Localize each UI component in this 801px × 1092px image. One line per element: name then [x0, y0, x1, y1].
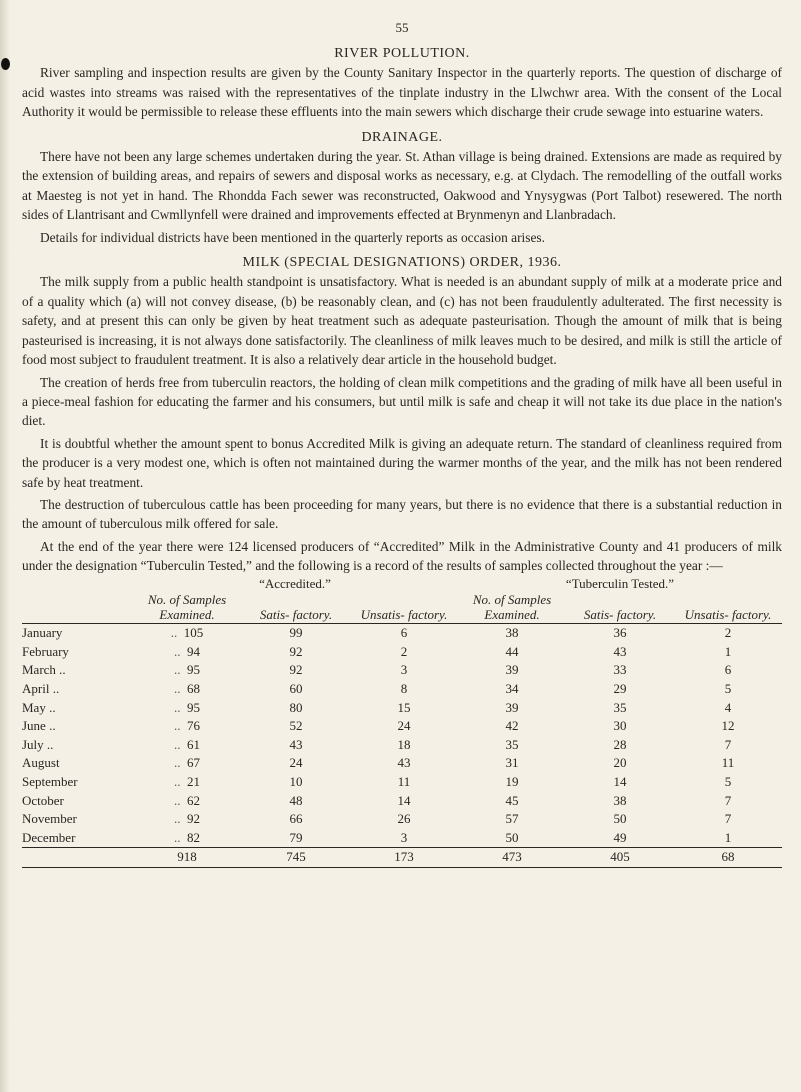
- month-label: May ..: [22, 699, 56, 715]
- total-cell: 918: [132, 848, 242, 868]
- value-cell: [350, 680, 458, 699]
- value-text: 36: [613, 625, 627, 641]
- value-text: 5: [724, 773, 732, 789]
- value-cell: [132, 699, 242, 718]
- value-text: 95: [187, 699, 200, 715]
- month-label: January: [22, 625, 63, 641]
- month-cell: [22, 661, 132, 680]
- value-cell: [674, 792, 782, 811]
- value-text: 6: [724, 662, 732, 678]
- month-cell: [22, 792, 132, 811]
- value-cell: [458, 680, 566, 699]
- total-cell: 405: [566, 848, 674, 868]
- value-cell: [674, 661, 782, 680]
- value-text: 62: [187, 792, 200, 808]
- group-header-accredited: “Accredited.”: [259, 575, 331, 591]
- value-text: 8: [400, 680, 408, 696]
- value-cell: [458, 773, 566, 792]
- value-cell: [350, 810, 458, 829]
- heading-milk-order: MILK (SPECIAL DESIGNATIONS) ORDER, 1936.: [242, 255, 562, 271]
- value-cell: [566, 754, 674, 773]
- table-row: [22, 736, 782, 755]
- value-text: 67: [187, 755, 200, 771]
- value-text: 29: [613, 680, 627, 696]
- value-text: 30: [613, 718, 627, 734]
- value-cell: [242, 810, 350, 829]
- group-header-tuberculin-tested: “Tuberculin Tested.”: [565, 575, 675, 591]
- table-row: [22, 754, 782, 773]
- value-text: 68: [187, 680, 200, 696]
- paragraph-milk-3: It is doubtful whether the amount spent to bonus Accredited Milk is giving an adequate return. The standard of cleanliness required from the producer is a very modest one, which is often not maintained during the warmer months of the year, and the milk has not been rendered safe by heat treatment.: [22, 435, 782, 490]
- dot-leader: ..: [174, 755, 181, 771]
- value-cell: [674, 773, 782, 792]
- value-cell: [458, 717, 566, 736]
- value-cell: [458, 810, 566, 829]
- paragraph-drainage-2: Details for individual districts have been mentioned in the quarterly reports as occasion arises.: [40, 229, 545, 245]
- value-cell: [132, 773, 242, 792]
- table-row: [22, 661, 782, 680]
- value-cell: [132, 810, 242, 829]
- value-cell: [242, 736, 350, 755]
- value-cell: [566, 680, 674, 699]
- value-text: 44: [505, 643, 519, 659]
- value-text: 24: [397, 718, 411, 734]
- value-text: 2: [724, 625, 732, 641]
- table-row: [22, 624, 782, 643]
- value-text: 24: [289, 755, 303, 771]
- value-cell: [132, 792, 242, 811]
- value-cell: [674, 736, 782, 755]
- punch-hole: [1, 58, 10, 70]
- value-text: 60: [289, 680, 303, 696]
- value-cell: [674, 829, 782, 848]
- value-text: 43: [397, 755, 411, 771]
- month-cell: [22, 736, 132, 755]
- table-row: [22, 773, 782, 792]
- value-cell: [350, 736, 458, 755]
- value-text: 82: [187, 829, 200, 845]
- document-page: [22, 0, 782, 868]
- value-text: 61: [187, 736, 200, 752]
- value-text: 99: [289, 625, 303, 641]
- table-row: [22, 792, 782, 811]
- dot-leader: ..: [174, 699, 181, 715]
- value-cell: [458, 661, 566, 680]
- value-cell: [242, 680, 350, 699]
- dot-leader: ..: [174, 811, 181, 827]
- value-text: 12: [721, 718, 735, 734]
- value-cell: [674, 754, 782, 773]
- total-cell: 173: [350, 848, 458, 868]
- paragraph-river-pollution: River sampling and inspection results are given by the County Sanitary Inspector in the quarterly reports. The question of discharge of acid wastes into streams was raised with the representatives of the tinplate industry in the Llwchwr area. With the consent of the Local Authority it would be permissible to release these effluents into the main sewers which discharge their crude sewage into estuarine waters.: [22, 65, 782, 120]
- value-text: 11: [721, 755, 735, 771]
- value-text: 94: [187, 643, 200, 659]
- value-cell: [674, 810, 782, 829]
- value-text: 80: [289, 699, 303, 715]
- value-cell: [132, 680, 242, 699]
- value-cell: [132, 736, 242, 755]
- value-text: 21: [187, 773, 200, 789]
- value-text: 79: [289, 829, 303, 845]
- value-text: 57: [505, 811, 519, 827]
- column-header-row: [22, 592, 782, 624]
- value-text: 3: [400, 829, 408, 845]
- value-cell: [132, 829, 242, 848]
- value-cell: [350, 754, 458, 773]
- paragraph-milk-5: At the end of the year there were 124 licensed producers of “Accredited” Milk in the Administrative County and 41 producers of milk under the designation “Tuberculin Tested,” and the following is a record of the results of samples collected throughout the year :—: [22, 538, 782, 574]
- table-row: [22, 810, 782, 829]
- value-cell: [458, 736, 566, 755]
- value-cell: [132, 661, 242, 680]
- column-header: Unsatis- factory.: [674, 592, 782, 624]
- group-header-row: [22, 576, 782, 593]
- value-cell: [566, 792, 674, 811]
- value-text: 49: [613, 829, 627, 845]
- value-text: 43: [289, 736, 303, 752]
- value-cell: [132, 754, 242, 773]
- value-cell: [458, 792, 566, 811]
- value-text: 95: [187, 662, 200, 678]
- value-text: 1: [724, 643, 732, 659]
- value-text: 2: [400, 643, 408, 659]
- month-cell: [22, 754, 132, 773]
- value-cell: [566, 829, 674, 848]
- table-row: [22, 680, 782, 699]
- value-cell: [350, 699, 458, 718]
- page-number: 55: [395, 20, 409, 35]
- month-label: July ..: [22, 736, 54, 752]
- value-cell: [350, 661, 458, 680]
- value-cell: [242, 773, 350, 792]
- value-text: 26: [397, 811, 411, 827]
- value-text: 105: [183, 625, 204, 641]
- value-cell: [350, 829, 458, 848]
- value-text: 42: [505, 718, 519, 734]
- table-body: [22, 624, 782, 848]
- value-cell: [674, 624, 782, 643]
- value-text: 31: [505, 755, 519, 771]
- value-cell: [566, 736, 674, 755]
- value-text: 34: [505, 680, 519, 696]
- value-text: 15: [397, 699, 411, 715]
- value-text: 7: [724, 736, 732, 752]
- column-header: Unsatis- factory.: [350, 592, 458, 624]
- value-cell: [674, 699, 782, 718]
- value-cell: [242, 699, 350, 718]
- month-cell: [22, 810, 132, 829]
- month-label: December: [22, 829, 76, 845]
- dot-leader: ..: [174, 829, 181, 845]
- value-text: 39: [505, 662, 519, 678]
- column-header: No. of Samples Examined.: [458, 592, 566, 624]
- total-cell: 473: [458, 848, 566, 868]
- value-text: 38: [505, 625, 519, 641]
- month-cell: [22, 829, 132, 848]
- value-cell: [566, 624, 674, 643]
- column-header: Satis- factory.: [242, 592, 350, 624]
- value-text: 11: [397, 773, 411, 789]
- value-cell: [132, 643, 242, 662]
- value-cell: [674, 680, 782, 699]
- value-text: 52: [289, 718, 303, 734]
- month-label: November: [22, 811, 77, 827]
- month-label: February: [22, 643, 69, 659]
- page-binding-edge: [0, 0, 10, 1092]
- value-cell: [132, 717, 242, 736]
- value-cell: [350, 643, 458, 662]
- value-text: 48: [289, 792, 303, 808]
- value-text: 3: [400, 662, 408, 678]
- value-cell: [566, 661, 674, 680]
- month-cell: [22, 717, 132, 736]
- value-cell: [566, 643, 674, 662]
- value-text: 28: [613, 736, 627, 752]
- value-cell: [350, 624, 458, 643]
- table-row: [22, 717, 782, 736]
- value-cell: [566, 773, 674, 792]
- value-text: 45: [505, 792, 519, 808]
- value-text: 39: [505, 699, 519, 715]
- column-header: No. of Samples Examined.: [132, 592, 242, 624]
- paragraph-milk-1: The milk supply from a public health standpoint is unsatisfactory. What is needed is an abundant supply of milk at a moderate price and of a quality which (a) will not convey disease, (b) be reasonably clean, and (c) has not been fraudulently adulterated. The first necessity is safety, and at present this can only be given by heat treatment such as adequate pasteurisation. Though the amount of milk that is being pasteurised is increasing, it is not always done satisfactorily. The cleanliness of milk leaves much to be desired, and milk is still the article of food most subject to fraudulent treatment. It is also a relatively dear article in the household budget.: [22, 274, 782, 368]
- dot-leader: ..: [174, 736, 181, 752]
- value-cell: [458, 624, 566, 643]
- value-text: 4: [724, 699, 732, 715]
- milk-samples-table: [22, 576, 782, 868]
- value-text: 10: [289, 773, 303, 789]
- month-cell: [22, 643, 132, 662]
- month-cell: [22, 624, 132, 643]
- value-text: 66: [289, 811, 303, 827]
- value-cell: [458, 699, 566, 718]
- value-cell: [242, 643, 350, 662]
- dot-leader: ..: [174, 718, 181, 734]
- month-label: June ..: [22, 718, 56, 734]
- dot-leader: ..: [174, 643, 181, 659]
- month-label: October: [22, 792, 64, 808]
- month-label: August: [22, 755, 60, 771]
- value-text: 7: [724, 811, 732, 827]
- value-text: 14: [613, 773, 627, 789]
- value-text: 92: [187, 811, 200, 827]
- value-cell: [132, 624, 242, 643]
- value-text: 14: [397, 792, 411, 808]
- value-cell: [350, 773, 458, 792]
- heading-river-pollution: RIVER POLLUTION.: [334, 46, 470, 61]
- value-cell: [242, 829, 350, 848]
- value-text: 92: [289, 643, 303, 659]
- dot-leader: ..: [174, 680, 181, 696]
- value-text: 50: [505, 829, 519, 845]
- value-text: 7: [724, 792, 732, 808]
- value-text: 20: [613, 755, 627, 771]
- dot-leader: ..: [174, 662, 181, 678]
- value-cell: [242, 754, 350, 773]
- value-cell: [242, 717, 350, 736]
- value-cell: [566, 699, 674, 718]
- dot-leader: ..: [174, 773, 181, 789]
- month-cell: [22, 773, 132, 792]
- month-label: September: [22, 773, 78, 789]
- value-text: 35: [505, 736, 519, 752]
- value-text: 1: [724, 829, 732, 845]
- value-cell: [566, 810, 674, 829]
- value-cell: [242, 661, 350, 680]
- value-text: 5: [724, 680, 732, 696]
- value-cell: [350, 717, 458, 736]
- month-label: April ..: [22, 680, 60, 696]
- value-cell: [350, 792, 458, 811]
- column-header: Satis- factory.: [566, 592, 674, 624]
- dot-leader: ..: [174, 792, 181, 808]
- value-cell: [566, 717, 674, 736]
- milk-samples-table-wrap: [22, 576, 782, 868]
- value-text: 33: [613, 662, 627, 678]
- value-text: 38: [613, 792, 627, 808]
- paragraph-milk-4: The destruction of tuberculous cattle has been proceeding for many years, but there is no evidence that there is a substantial reduction in the amount of tuberculous milk offered for sale.: [22, 496, 782, 532]
- month-cell: [22, 699, 132, 718]
- table-row: [22, 829, 782, 848]
- value-cell: [242, 624, 350, 643]
- table-row: [22, 643, 782, 662]
- dot-leader: ..: [170, 625, 178, 641]
- month-label: March ..: [22, 662, 66, 678]
- value-text: 92: [289, 662, 303, 678]
- value-cell: [458, 643, 566, 662]
- value-cell: [674, 643, 782, 662]
- heading-drainage: DRAINAGE.: [361, 129, 443, 145]
- value-text: 43: [613, 643, 627, 659]
- total-cell: 745: [242, 848, 350, 868]
- table-row: [22, 699, 782, 718]
- value-cell: [674, 717, 782, 736]
- total-cell: 68: [674, 848, 782, 868]
- value-cell: [242, 792, 350, 811]
- paragraph-milk-2: The creation of herds free from tuberculin reactors, the holding of clean milk competitions and the grading of milk have all been useful in a piece-meal fashion for educating the farmer and his consumers, but until milk is safe and cheap it will not take its due place in the nation's diet.: [22, 374, 782, 429]
- paragraph-drainage-1: There have not been any large schemes undertaken during the year. St. Athan village is being drained. Extensions are made as required by the extension of building areas, and repairs of sewers and disposal works as necessary, e.g. at Clydach. The remodelling of the outfall works at Maesteg is not yet in hand. The Rhondda Fach sewer was reconstructed, Oakwood and Ynysygwas (Port Talbot) resewered. The north sides of Llantrisant and Cwmllynfell were drained and improvements effected at Brynmenyn and Llanbradach.: [22, 149, 782, 223]
- value-cell: [458, 829, 566, 848]
- value-text: 50: [613, 811, 627, 827]
- totals-row: [22, 848, 782, 868]
- value-cell: [458, 754, 566, 773]
- value-text: 76: [187, 718, 200, 734]
- value-text: 19: [505, 773, 519, 789]
- value-text: 6: [400, 625, 408, 641]
- month-cell: [22, 680, 132, 699]
- value-text: 18: [397, 736, 411, 752]
- value-text: 35: [613, 699, 627, 715]
